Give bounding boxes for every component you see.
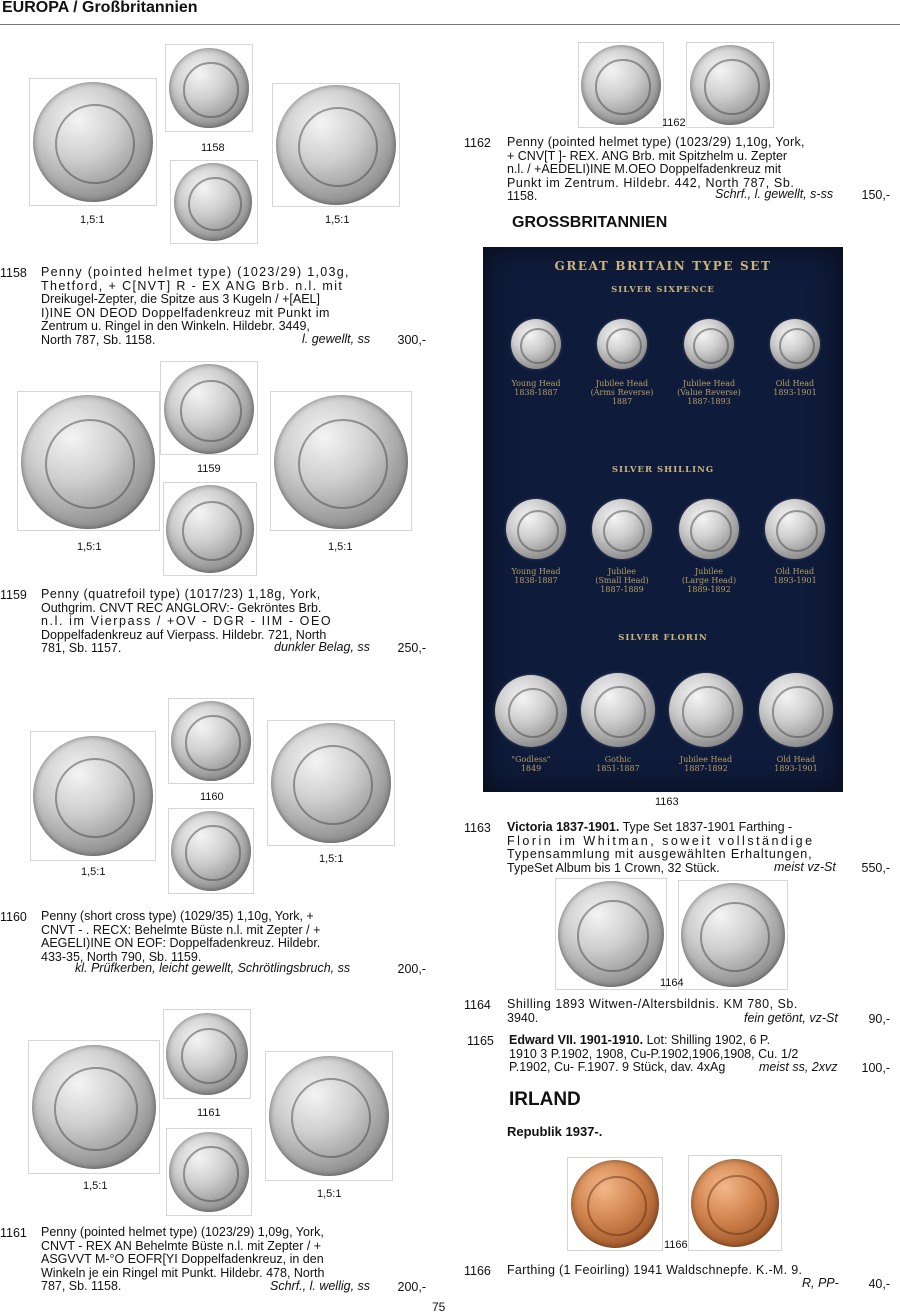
album-caption: Old Head 1893-1901 <box>774 755 818 773</box>
album-caption: "Godless" 1849 <box>511 755 551 773</box>
lot-number: 1160 <box>0 910 27 924</box>
lot-description: Penny (pointed helmet type) (1023/29) 1,10g, York, + CNV[T ]- REX. ANG Brb. mit Spitzhelm u. Zepter n.l. / +AEDELI)INE M.OEO Doppelfadenkreuz mit Punkt im Zentrum. Hildebr. 442, North 787, Sb. 1158. <box>507 135 805 203</box>
album-coin <box>684 319 734 369</box>
album-caption: Jubilee Head (Arms Reverse) 1887 <box>590 379 654 406</box>
album-row-heading: SILVER FLORIN <box>618 633 708 643</box>
lot-price: 40,- <box>868 1277 890 1291</box>
album-coin <box>592 499 652 559</box>
scale-label: 1,5:1 <box>80 214 105 226</box>
album-coin <box>770 319 820 369</box>
lot-price: 200,- <box>397 1280 426 1294</box>
lot-price: 150,- <box>861 188 890 202</box>
photo-label: 1162 <box>662 117 686 129</box>
coin-photo-1160-reverse-small <box>168 808 254 894</box>
album-coin <box>679 499 739 559</box>
lot-description: Penny (pointed helmet type) (1023/29) 1,09g, York, CNVT - REX AN Behelmte Büste n.l. mit Zepter / + ASGVVT M-°O EOFR[YI Doppelfadenkreuz, in den Winkeln je ein Ringel mit Punkt. Hildebr. 478, North 787, Sb. 1158. <box>41 1225 325 1293</box>
section-subheading: Republik 1937-. <box>507 1124 603 1139</box>
scale-label: 1,5:1 <box>325 214 350 226</box>
coin-photo-1162-obverse <box>578 42 664 128</box>
album-coin <box>765 499 825 559</box>
lot-description: Shilling 1893 Witwen-/Altersbildnis. KM 780, Sb. 3940. <box>507 997 798 1025</box>
lot-description: Edward VII. 1901-1910. Lot: Shilling 1902, 6 P. 1910 3 P.1902, 1908, Cu-P.1902,1906,1908, Cu. 1/2 P.1902, Cu- F.1907. 9 Stück, dav. 4xAg <box>509 1033 799 1074</box>
album-caption: Young Head 1838-1887 <box>511 567 561 585</box>
coin-photo-1160-obverse-small <box>168 698 254 784</box>
coin-photo-1158-obverse <box>29 78 157 206</box>
photo-label: 1164 <box>660 977 684 989</box>
lot-description: Penny (quatrefoil type) (1017/23) 1,18g, York, Outhgrim. CNVT REC ANGLORV:- Gekröntes Brb. n.l. im Vierpass / +OV - DGR - IIM - OEO Doppelfadenkreuz auf Vierpass. Hildebr. 721, North 781, Sb. 1157. <box>41 587 333 655</box>
album-caption: Jubilee Head (Value Reverse) 1887-1893 <box>677 379 741 406</box>
lot-price: 250,- <box>397 641 426 655</box>
album-coin <box>495 675 567 747</box>
photo-label: 1159 <box>197 463 221 475</box>
lot-number: 1161 <box>0 1226 27 1240</box>
section-heading: IRLAND <box>509 1089 581 1110</box>
lot-grade: dunkler Belag, ss <box>274 640 370 654</box>
lot-number: 1158 <box>0 266 27 280</box>
lot-number: 1159 <box>0 588 27 602</box>
photo-label: 1166 <box>664 1239 688 1251</box>
album-caption: Jubilee (Small Head) 1887-1889 <box>595 567 649 594</box>
lot-description: Victoria 1837-1901. Type Set 1837-1901 Farthing - Florin im Whitman, soweit vollständige Typensammlung mit ausgewählten Erhaltungen, TypeSet Album bis 1 Crown, 32 Stück. <box>507 820 815 875</box>
page-header-title: EUROPA / Großbritannien <box>2 0 198 16</box>
coin-photo-1160-reverse <box>267 720 395 846</box>
coin-album-photo-1163 <box>483 247 843 792</box>
scale-label: 1,5:1 <box>317 1188 342 1200</box>
album-caption: Old Head 1893-1901 <box>773 567 817 585</box>
coin-photo-1161-reverse <box>265 1051 393 1181</box>
lot-number: 1163 <box>464 821 491 835</box>
page-header <box>0 0 900 25</box>
coin-photo-1164-reverse <box>678 880 788 990</box>
lot-description: Farthing (1 Feoirling) 1941 Waldschnepfe. K.-M. 9. <box>507 1263 803 1277</box>
album-coin <box>506 499 566 559</box>
album-row-heading: SILVER SHILLING <box>611 465 715 475</box>
scale-label: 1,5:1 <box>77 541 102 553</box>
photo-label: 1160 <box>200 791 224 803</box>
album-caption: Jubilee (Large Head) 1889-1892 <box>681 567 737 594</box>
coin-photo-1159-reverse-small <box>163 482 257 576</box>
lot-price: 90,- <box>868 1012 890 1026</box>
coin-photo-1159-obverse <box>17 391 160 531</box>
album-coin <box>759 673 833 747</box>
scale-label: 1,5:1 <box>81 866 106 878</box>
lot-grade: meist ss, 2xvz <box>759 1060 838 1074</box>
lot-description: Penny (short cross type) (1029/35) 1,10g, York, + CNVT - . RECX: Behelmte Büste n.l. mit Zepter / + AEGELI)INE ON EOF: Doppelfadenkreuz. Hildebr. 433-35, North 790, Sb. 1159. <box>41 909 321 964</box>
coin-photo-1160-obverse <box>30 731 156 861</box>
lot-number: 1166 <box>464 1264 491 1278</box>
coin-photo-1162-reverse <box>686 42 774 128</box>
coin-photo-1158-obverse-small <box>165 44 253 132</box>
album-coin <box>511 319 561 369</box>
album-caption: Gothic 1851-1887 <box>596 755 640 773</box>
scale-label: 1,5:1 <box>83 1180 108 1192</box>
lot-grade: R, PP- <box>802 1276 839 1290</box>
album-coin <box>669 673 743 747</box>
photo-label: 1163 <box>655 796 679 808</box>
page-number: 75 <box>432 1300 446 1314</box>
scale-label: 1,5:1 <box>319 853 344 865</box>
coin-photo-1159-obverse-small <box>160 361 258 455</box>
album-row-heading: SILVER SIXPENCE <box>611 285 715 295</box>
lot-grade: meist vz-St <box>774 860 836 874</box>
lot-price: 200,- <box>397 962 426 976</box>
lot-grade: l. gewellt, ss <box>302 332 371 346</box>
lot-grade: Schrf., l. gewellt, s-ss <box>715 187 834 201</box>
lot-grade: fein getönt, vz-St <box>744 1011 838 1025</box>
lot-price: 300,- <box>397 333 426 347</box>
coin-photo-1159-reverse <box>270 391 412 531</box>
section-heading: GROSSBRITANNIEN <box>512 214 668 231</box>
album-caption: Jubilee Head 1887-1892 <box>679 755 733 773</box>
scale-label: 1,5:1 <box>328 541 353 553</box>
lot-description: Penny (pointed helmet type) (1023/29) 1,03g, Thetford, + C[NVT] R - EX ANG Brb. n.l. mit Dreikugel-Zepter, die Spitze aus 3 Kugeln / +[AEL] I)INE ON DEOD Doppelfadenkreuz mit Punkt im Zentrum u. Ringel in den Winkeln. Hildebr. 3449, North 787, Sb. 1158. <box>41 265 350 347</box>
album-coin <box>581 673 655 747</box>
coin-photo-1161-obverse <box>28 1040 160 1174</box>
album-title: GREAT BRITAIN TYPE SET <box>554 259 772 273</box>
lot-price: 550,- <box>861 861 890 875</box>
lot-number: 1165 <box>467 1034 494 1048</box>
lot-price: 100,- <box>861 1061 890 1075</box>
album-caption: Old Head 1893-1901 <box>773 379 817 397</box>
lot-number: 1162 <box>464 136 491 150</box>
coin-photo-1164-obverse <box>555 878 667 990</box>
album-caption: Young Head 1838-1887 <box>511 379 561 397</box>
lot-number: 1164 <box>464 998 491 1012</box>
coin-photo-1166-reverse <box>688 1155 782 1251</box>
lot-grade: kl. Prüfkerben, leicht gewellt, Schrötlingsbruch, ss <box>75 961 351 975</box>
photo-label: 1161 <box>197 1107 221 1119</box>
coin-photo-1161-reverse-small <box>166 1128 252 1216</box>
coin-photo-1158-reverse <box>272 83 400 207</box>
coin-photo-1166-obverse <box>567 1157 663 1251</box>
photo-label: 1158 <box>201 142 225 154</box>
coin-photo-1161-obverse-small <box>163 1009 251 1099</box>
album-coin <box>597 319 647 369</box>
lot-grade: Schrf., l. wellig, ss <box>270 1279 371 1293</box>
coin-photo-1158-reverse-small <box>170 160 258 244</box>
